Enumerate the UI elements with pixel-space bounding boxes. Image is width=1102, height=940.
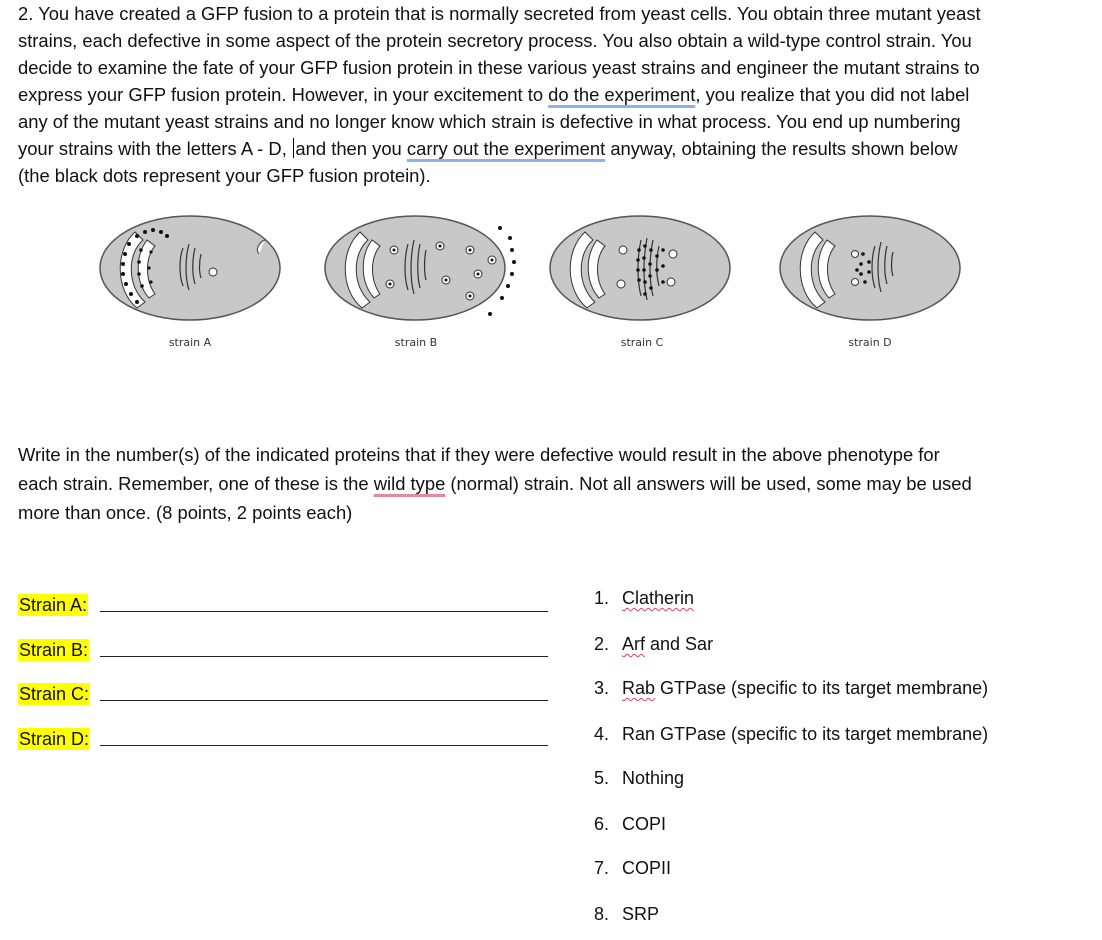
instructions-line: Write in the number(s) of the indicated proteins that if they were defective would result in the above phenotype for <box>18 444 940 465</box>
option-text: Ran GTPase (specific to its target membrane) <box>622 724 989 744</box>
option-text: Arf <box>622 634 646 654</box>
instructions-text: (normal) strain. Not all answers will be used, some may be used <box>445 473 972 494</box>
question-text: , you realize that you did not label <box>695 84 970 105</box>
strain-b-answer-blank[interactable] <box>100 656 548 657</box>
instructions-line <box>18 469 1088 498</box>
instructions-paragraph <box>18 440 1088 527</box>
question-line <box>18 135 1093 162</box>
strain-d-answer-blank[interactable] <box>100 745 548 746</box>
question-line: any of the mutant yeast strains and no longer know which strain is defective in what process. You end up numbering <box>18 111 961 132</box>
option-item <box>594 904 659 925</box>
strain-a-label: strain A <box>168 336 212 349</box>
question-text: your strains with the letters A - D, <box>18 138 292 159</box>
question-paragraph <box>18 0 1093 189</box>
grammar-underline-text: do the experiment <box>548 84 696 105</box>
strain-d-cell-image <box>775 210 965 330</box>
option-number: 8. <box>594 904 610 924</box>
question-text: anyway, obtaining the results shown below <box>605 138 958 159</box>
option-item <box>594 588 694 609</box>
question-line <box>18 81 1093 108</box>
option-item <box>594 858 671 879</box>
question-line: decide to examine the fate of your GFP fusion protein in these various yeast strains and engineer the mutant strains to <box>18 57 980 78</box>
answer-row-strain-a <box>18 590 88 616</box>
option-item <box>594 634 713 655</box>
answer-row-strain-b <box>18 635 89 661</box>
strain-c-label: strain C <box>620 336 664 349</box>
strain-d-answer-label: Strain D: <box>19 729 90 749</box>
option-number: 2. <box>594 634 610 654</box>
option-number: 6. <box>594 814 610 834</box>
option-text: and Sar <box>645 634 714 654</box>
option-number: 5. <box>594 768 610 788</box>
strain-d-label: strain D <box>848 336 892 349</box>
question-line: 2. You have created a GFP fusion to a protein that is normally secreted from yeast cells. You obtain three mutant yeast <box>18 3 981 24</box>
strain-b-cell-image <box>320 210 520 330</box>
strain-c-cell-image <box>545 210 735 330</box>
strain-c-answer-blank[interactable] <box>100 700 548 701</box>
yeast-strain-figure <box>90 200 980 360</box>
option-item <box>594 678 988 699</box>
question-text: and then you <box>295 138 407 159</box>
option-number: 3. <box>594 678 610 698</box>
instructions-line: more than once. (8 points, 2 points each) <box>18 502 353 523</box>
option-text: Rab <box>622 678 656 698</box>
option-text: Clatherin <box>622 588 695 608</box>
strain-a-cell-image <box>95 210 285 330</box>
strain-a-answer-blank[interactable] <box>100 611 548 612</box>
question-text: express your GFP fusion protein. However, in your excitement to <box>18 84 549 105</box>
option-text: SRP <box>622 904 660 924</box>
option-item <box>594 814 666 835</box>
strain-b-answer-label: Strain B: <box>19 640 89 660</box>
option-number: 7. <box>594 858 610 878</box>
option-text: GTPase (specific to its target membrane) <box>655 678 989 698</box>
option-text: COPII <box>622 858 672 878</box>
option-item <box>594 724 988 745</box>
option-number: 1. <box>594 588 610 608</box>
option-text: COPI <box>622 814 667 834</box>
question-line: strains, each defective in some aspect of the protein secretory process. You also obtain a wild-type control strain. You <box>18 30 972 51</box>
option-text: Nothing <box>622 768 685 788</box>
answer-row-strain-d <box>18 724 90 750</box>
strain-c-answer-label: Strain C: <box>19 684 90 704</box>
option-number: 4. <box>594 724 610 744</box>
grammar-underline-text: carry out the experiment <box>406 138 606 159</box>
spelling-underline-text: wild type <box>373 473 446 494</box>
answer-row-strain-c <box>18 679 90 705</box>
option-item <box>594 768 684 789</box>
instructions-text: each strain. Remember, one of these is the <box>18 473 374 494</box>
strain-b-label: strain B <box>394 336 438 349</box>
question-line: (the black dots represent your GFP fusion protein). <box>18 165 431 186</box>
strain-a-answer-label: Strain A: <box>19 595 88 615</box>
